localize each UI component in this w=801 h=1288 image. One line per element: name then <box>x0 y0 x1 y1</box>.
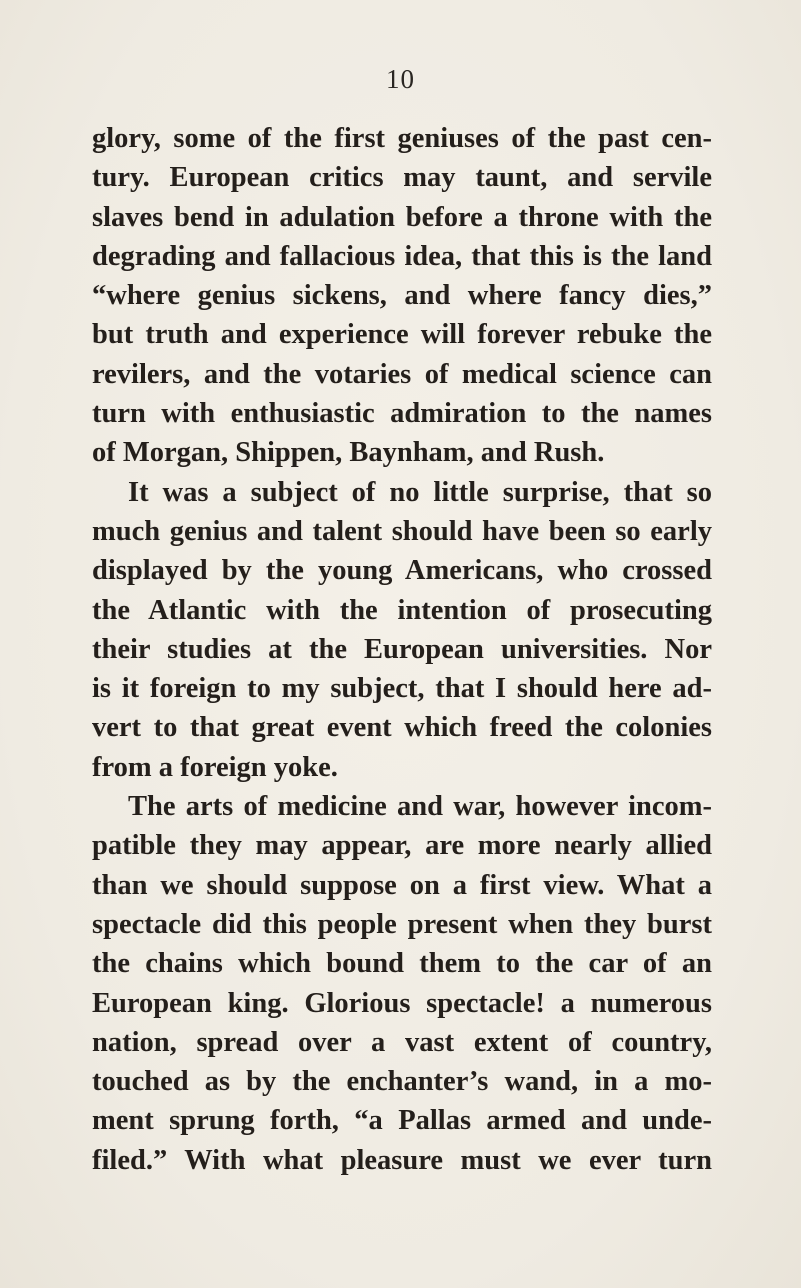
text-line: degrading and fallacious idea, that this is the land <box>92 240 712 272</box>
text-line: but truth and experience will forever rebuke the <box>92 319 712 351</box>
text-line: turn with enthusiastic admiration to the names <box>92 398 712 430</box>
text-line: slaves bend in adulation before a throne with the <box>92 201 712 233</box>
text-line: of Morgan, Shippen, Baynham, and Rush. <box>92 437 605 469</box>
text-line: European king. Glorious spectacle! a numerous <box>92 987 712 1019</box>
body-text <box>92 119 712 1180</box>
text-line: tury. European critics may taunt, and servile <box>92 162 712 194</box>
text-line: than we should suppose on a first view. What a <box>92 869 712 901</box>
text-line: vert to that great event which freed the colonies <box>92 712 712 744</box>
text-line: spectacle did this people present when they burst <box>92 908 712 940</box>
text-line: glory, some of the first geniuses of the past cen- <box>92 123 712 154</box>
text-line: touched as by the enchanter’s wand, in a mo- <box>92 1066 712 1098</box>
text-line: The arts of medicine and war, however incom- <box>128 791 712 823</box>
text-line: patible they may appear, are more nearly allied <box>92 830 712 862</box>
text-line: revilers, and the votaries of medical science can <box>92 358 712 390</box>
text-line: the Atlantic with the intention of prosecuting <box>92 594 712 626</box>
text-line: from a foreign yoke. <box>92 751 338 783</box>
text-line: ment sprung forth, “a Pallas armed and unde- <box>92 1105 712 1137</box>
text-line: “where genius sickens, and where fancy dies,” <box>92 280 712 312</box>
text-line: the chains which bound them to the car of an <box>92 948 712 980</box>
text-line: nation, spread over a vast extent of country, <box>92 1026 712 1058</box>
page-number: 10 <box>386 64 415 94</box>
text-line: displayed by the young Americans, who crossed <box>92 555 712 587</box>
text-line: much genius and talent should have been so early <box>92 515 712 547</box>
text-line: It was a subject of no little surprise, that so <box>128 476 712 508</box>
text-line: their studies at the European universities. Nor <box>92 633 712 665</box>
text-line: is it foreign to my subject, that I should here ad- <box>92 673 712 705</box>
text-line: filed.” With what pleasure must we ever turn <box>92 1144 712 1176</box>
